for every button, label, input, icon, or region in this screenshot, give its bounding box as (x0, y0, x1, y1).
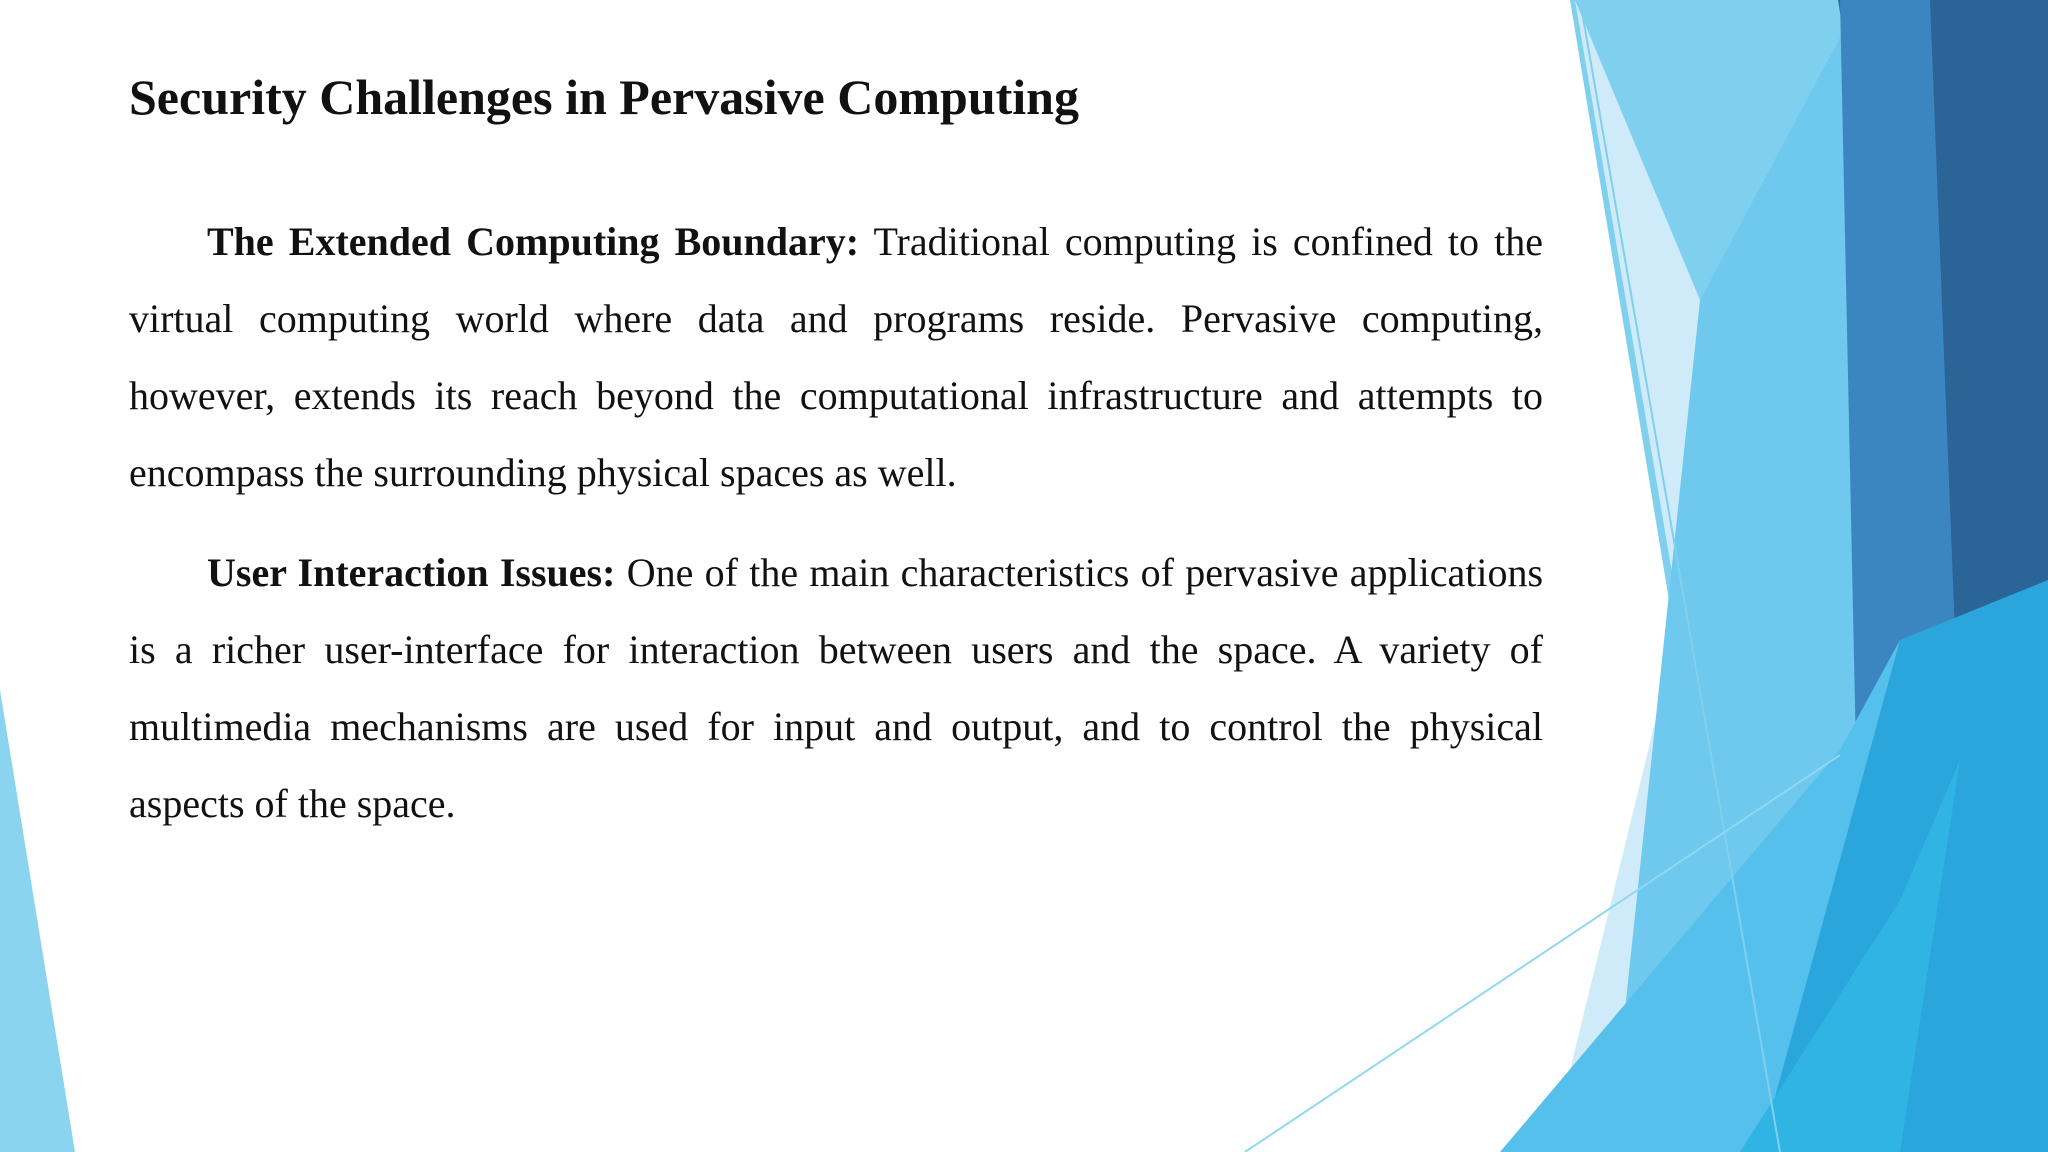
paragraph-text: Traditional computing is confined to the virtual computing world where data and programs reside. Pervasive computing, however, extends its reach beyond the computational infrastructure and attempts to encompass the surrounding physical spaces as well. (129, 219, 1544, 495)
paragraph-extended-boundary (129, 203, 1543, 511)
paragraph-lead: The Extended Computing Boundary: (207, 219, 860, 264)
slide-body (129, 203, 1543, 865)
paragraph-text: One of the main characteristics of pervasive applications is a richer user-interface for interaction between users and the space. A variety of multimedia mechanisms are used for input and output, and to control the physical aspects of the space. (129, 550, 1544, 826)
slide-title: Security Challenges in Pervasive Computing (129, 69, 1079, 125)
paragraph-user-interaction (129, 534, 1543, 842)
bg-left-triangle (0, 690, 75, 1152)
paragraph-lead: User Interaction Issues: (207, 550, 616, 595)
